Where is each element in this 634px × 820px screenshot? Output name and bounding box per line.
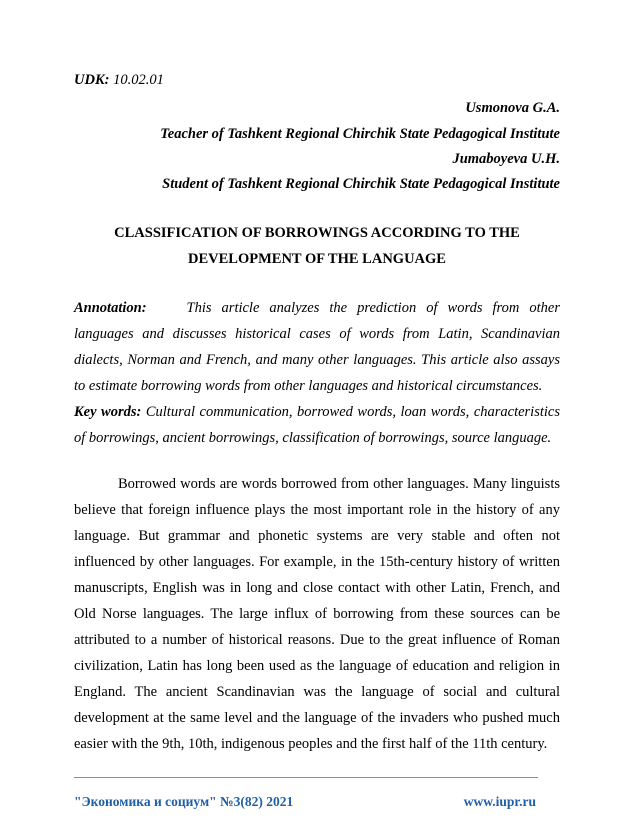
body-paragraph: Borrowed words are words borrowed from other languages. Many linguists believe that foreign influence plays the most important role in the history of any language. But grammar and phonetic systems are very stable and often not influenced by other languages. For example, in the 15th-century history of written manuscripts, English was in long and close contact with other Latin, French, and Old Norse languages. The large influx of borrowing from these sources can be attributed to a number of historical reasons. Due to the great influence of Roman civilization, Latin has long been used as the language of education and religion in England. The ancient Scandinavian was the language of social and cultural development at the same level and the language of the invaders who pushed much easier with the 9th, 10th, indigenous peoples and the first half of the 11th century. [74, 476, 560, 752]
footer-divider [74, 777, 538, 778]
author-1-name: Usmonova G.A. [465, 100, 560, 116]
title-line-1: CLASSIFICATION OF BORROWINGS ACCORDING TO THE [114, 225, 520, 241]
footer-website[interactable]: www.iupr.ru [463, 794, 536, 809]
keywords-paragraph [74, 399, 560, 451]
article-title [74, 220, 560, 272]
annotation-paragraph [74, 295, 560, 399]
author-2-role: Student of Tashkent Regional Chirchik State Pedagogical Institute [162, 176, 560, 192]
author-2-name: Jumaboyeva U.H. [452, 151, 560, 167]
keywords-text: Cultural communication, borrowed words, loan words, characteristics of borrowings, ancient borrowings, classification of borrowings, source language. [74, 404, 560, 446]
udk-label: UDK: [74, 72, 110, 88]
annotation-label: Annotation: [74, 300, 147, 316]
footer-journal: "Экономика и социум" №3(82) 2021 [74, 794, 294, 809]
udk-line [74, 72, 164, 89]
title-line-2: DEVELOPMENT OF THE LANGUAGE [188, 251, 446, 267]
keywords-label: Key words: [74, 404, 142, 420]
author-1-role: Teacher of Tashkent Regional Chirchik State Pedagogical Institute [160, 126, 560, 142]
udk-value: 10.02.01 [113, 72, 164, 88]
annotation-text: This article analyzes the prediction of words from other languages and discusses historical cases of words from Latin, Scandinavian dialects, Norman and French, and many other languages. This article also assays to estimate borrowing words from other languages and historical circumstances. [74, 300, 560, 394]
